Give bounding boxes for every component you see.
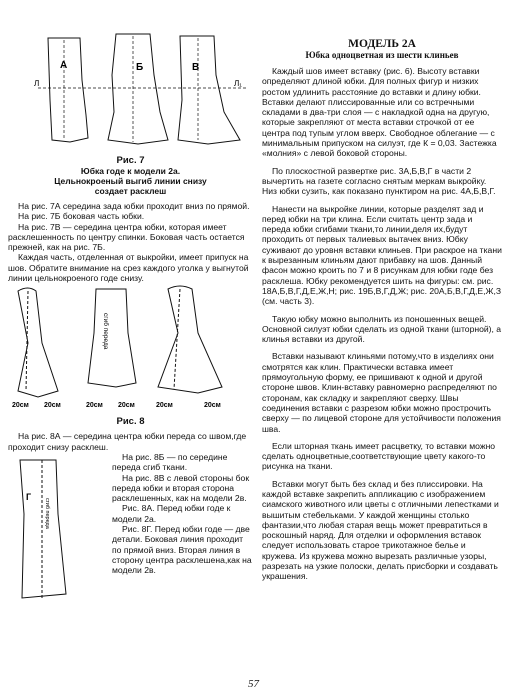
fig8-side-text (112, 452, 253, 576)
fig8-dim-6: 20см (204, 402, 221, 410)
page-subtitle: Юбка одноцветная из шести клиньев (305, 50, 459, 60)
right-paragraph-4: Такую юбку можно выполнить из поношенных вещей. Основной силуэт юбки сделать из одной ткани (шторной), а клинья вставки из другой. (262, 313, 502, 345)
figure-7-caption-line-3: создает расклеш (94, 186, 167, 196)
page-number: 57 (248, 678, 259, 690)
fig8-paragraph-3: На рис. 8В с левой стороны бок переда юбки и вторая сторона расклешенных, как на модели 2в. (112, 472, 250, 504)
left-paragraph-1: На рис. 7А середина зада юбки проходит вниз по прямой. (18, 201, 250, 211)
fig8-paragraph-1: На рис. 8А — середина центра юбки переда со швом,где проходит снизу расклеш. (8, 431, 247, 452)
fig7-label-b: Б (136, 62, 144, 73)
figure-8-number: Рис. 8 (116, 416, 145, 428)
fig8-dim-1: 20см (12, 402, 29, 410)
fig7-label-a: А (60, 60, 68, 71)
right-paragraph-1: Каждый шов имеет вставку (рис. 6). Высоту вставки определяют длиной юбки. Для полных фигур и низких ростом удлинить расстояние до вставки и длину юбки. Вставки делают плиссированные или со встречными складами в два-три слоя — с накладкой одна на другую, которые закрепляют от места вставки строчкой от ее центра под тупым углом вверх. Свободное облегание — с минимальным припуском на силуэт, где К = 0,03. Застежка «молния» с левой боковой стороны. (262, 66, 497, 159)
left-paragraph-4: Каждая часть, отделенная от выкройки, имеет припуск на шов. Обратите внимание на срез каждого уголка у выгнутой линии цельнокроеного годе снизу. (8, 252, 249, 284)
figure-7-caption (8, 155, 253, 196)
left-paragraph-3: На рис. 7В — середина центра юбки, которая имеет расклешенность по центру спинки. Боковая часть остается прежней, как на рис. 7Б. (8, 221, 245, 253)
fig8-dim-3: 20см (86, 402, 103, 410)
left-column (8, 20, 253, 608)
fig8-dim-2: 20см (44, 402, 61, 410)
figure-7-number: Рис. 7 (116, 155, 145, 166)
figure-7-caption-line-1: Юбка годе к модели 2а. (80, 166, 181, 176)
fig8-small-block (8, 452, 253, 608)
fig7-line-label-left: Л (34, 79, 40, 88)
figure-8-caption (8, 416, 253, 427)
figure-8-small-diagram (16, 454, 78, 604)
page-title: МОДЕЛЬ 2А (348, 38, 416, 50)
figure-7-diagram (8, 20, 253, 150)
fig8-paragraph-2: На рис. 8Б — по середине переда сгиб ткани. (112, 451, 228, 473)
right-paragraph-7: Вставки могут быть без склад и без плиссировки. На каждой вставке закрепить аппликацию с изображением сиамского животного или цветы с отличными лепестками и вышитым стебельками. У каждой женщины столько фантазии,что любая старая вещь может превратиться в роскошный наряд. Для отделки и оформления вставок следует использовать старое трикотажное белье и кружева. Из кружева можно вырезать различные узоры, разрезать на узкие полоски, делать присборки и создавать украшения. (262, 478, 499, 582)
fig7-label-v: В (192, 62, 200, 73)
right-paragraph-2: По плоскостной развертке рис. 3А,Б,В,Г в части 2 вычертить на газете согласно снятым меркам выкройку. Низ юбки сузить, как показано пунктиром на рис. 4А,Б,В,Г. (262, 165, 496, 197)
right-paragraph-6: Если шторная ткань имеет расцветку, то вставки можно сделать одноцветные,соответствующие цвету какого-то рисунка на ткани. (262, 440, 496, 472)
right-paragraph-3: Нанести на выкройке линии, которые разделят зад и перед юбки на три клина. Если считать центр зада и переда юбки сгибами ткани,то линии,деля их,будут проходить от первых талиевых вытачек вниз. Юбку суживают до уровня вставки клиньев. При раскрое на ткани к вырезанным клиньям дают прибавку на шов. Данный фасон можно кроить по 7 и 8 рисункам для юбки годе без расклеша. Юбку рекомендуется шить на фигуры: см. рис. 18А,Б,В,Г,Д,Е,Ж,Н; рис. 19Б,В,Г,Д,Ж; рис. 20А,Б,В,Г,Д,Е,Ж,З (см. часть 3). (262, 203, 502, 307)
fig8-paragraph-4: Рис. 8А. Перед юбки годе к модели 2а. (112, 503, 231, 524)
fig8-paragraph-5: Рис. 8Г. Перед юбки годе — две детали. Боковая линия проходит по прямой вниз. Вторая линия в сторону центра расклешена,как на модели 2в. (112, 524, 252, 576)
figure-7-caption-line-2: Цельнокроеный выгиб линии снизу (54, 176, 207, 186)
left-paragraph-2: На рис. 7Б боковая часть юбки. (18, 211, 145, 222)
fig8-dim-4: 20см (118, 402, 135, 410)
right-column (262, 38, 502, 582)
fig8-dim-5: 20см (156, 402, 173, 410)
small-fold-label: сгиб переда (44, 497, 50, 529)
fig7-line-label-right: Л₁ (234, 79, 242, 88)
figure-8-diagram (8, 283, 253, 411)
right-paragraph-5: Вставки называют клиньями потому,что в изделиях они смотрятся как клин. Практически вставка имеет прямоугольную форму, ее пришивают к одной и другой стороне швов. Клин-вставку равномерно распределяют по сторонам, как складку и закрепляют сверху. Швы соединения вставки с разрезом юбки можно прострочить сверху — по лицевой стороне для устойчивости положения шва. (262, 351, 501, 434)
small-label-g: Г (26, 491, 32, 502)
fig8-fold-label: сгиб переда (102, 313, 109, 350)
